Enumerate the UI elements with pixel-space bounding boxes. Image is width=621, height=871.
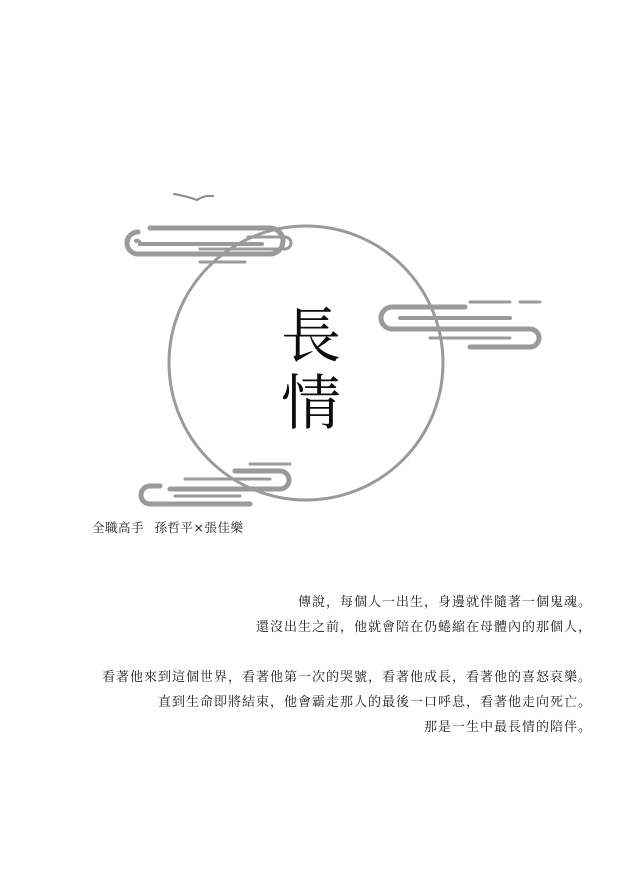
series-name: 全職高手 (92, 520, 145, 535)
synopsis (30, 590, 592, 740)
synopsis-line: 看著他來到這個世界，看著他第一次的哭號，看著他成長，看著他的喜怒哀樂。 (101, 670, 592, 685)
pairing-name: 孫哲平×張佳樂 (154, 520, 244, 535)
synopsis-line: 還沒出生之前，他就會陪在仍蜷縮在母體內的那個人， (255, 620, 592, 635)
title-char-2: 情 (281, 369, 341, 439)
synopsis-line: 傳說，每個人一出生，身邊就伴隨著一個鬼魂。 (297, 595, 592, 610)
paragraph-gap (30, 640, 592, 665)
synopsis-line: 那是一生中最長情的陪伴。 (423, 720, 592, 735)
cloud-swirl-icon-bottom (141, 464, 290, 504)
title-char-1: 長 (281, 302, 341, 372)
subtitle (92, 518, 249, 536)
synopsis-line: 直到生命即將結束，他會霸走那人的最後一口呼息，看著他走向死亡。 (157, 695, 592, 710)
flying-bird-icon (174, 194, 213, 200)
cloud-swirl-icon-right (381, 302, 540, 347)
